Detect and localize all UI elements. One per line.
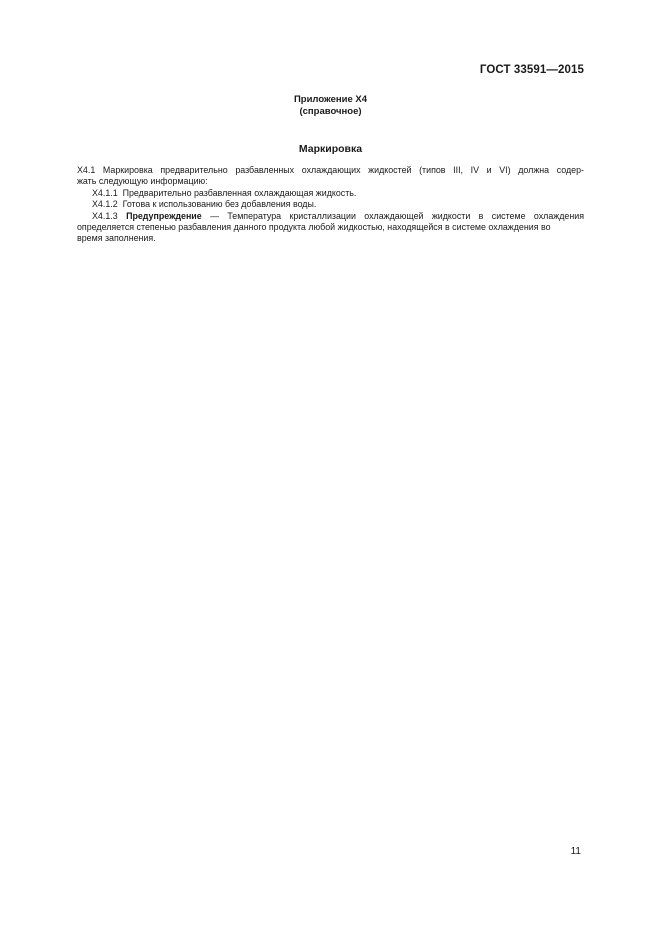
paragraph-number: Х4.1.2 <box>92 199 118 210</box>
paragraph-line <box>77 165 584 176</box>
paragraph-text: Готова к использованию без добавления воды. <box>122 199 317 210</box>
paragraph-text: Предварительно разбавленная охлаждающая жидкость. <box>122 187 357 198</box>
document-body <box>77 165 584 245</box>
annex-status: (справочное) <box>299 106 362 117</box>
paragraph-x4-1-2 <box>77 199 584 210</box>
paragraph-number: Х4.1.3 <box>92 210 118 221</box>
paragraph-number: Х4.1 <box>77 165 96 175</box>
paragraph-text: Маркировка предварительно разбавленных охлаждающих жидкостей (типов III, IV и VI) должна содер- <box>102 165 585 175</box>
paragraph-x4-1-1 <box>77 188 584 199</box>
annex-heading <box>0 94 661 118</box>
paragraph-x4-1 <box>77 165 584 188</box>
warning-label: Предупреждение <box>126 210 202 221</box>
paragraph-continuation: жать следующую информацию: <box>77 176 208 187</box>
paragraph-line <box>77 211 584 222</box>
paragraph-text: — Температура кристаллизации охлаждающей жидкости в системе охлаждения <box>210 210 585 221</box>
annex-title: Приложение Х4 <box>293 94 368 105</box>
document-code: ГОСТ 33591—2015 <box>479 64 584 76</box>
paragraph-continuation: время заполнения. <box>77 233 156 244</box>
paragraph-number: Х4.1.1 <box>92 187 118 198</box>
page-number: 11 <box>570 846 581 857</box>
section-title: Маркировка <box>298 143 363 155</box>
paragraph-x4-1-3 <box>77 211 584 245</box>
paragraph-continuation: определяется степенью разбавления данного продукта любой жидкостью, находящейся в системе охлаждения во <box>77 222 551 233</box>
